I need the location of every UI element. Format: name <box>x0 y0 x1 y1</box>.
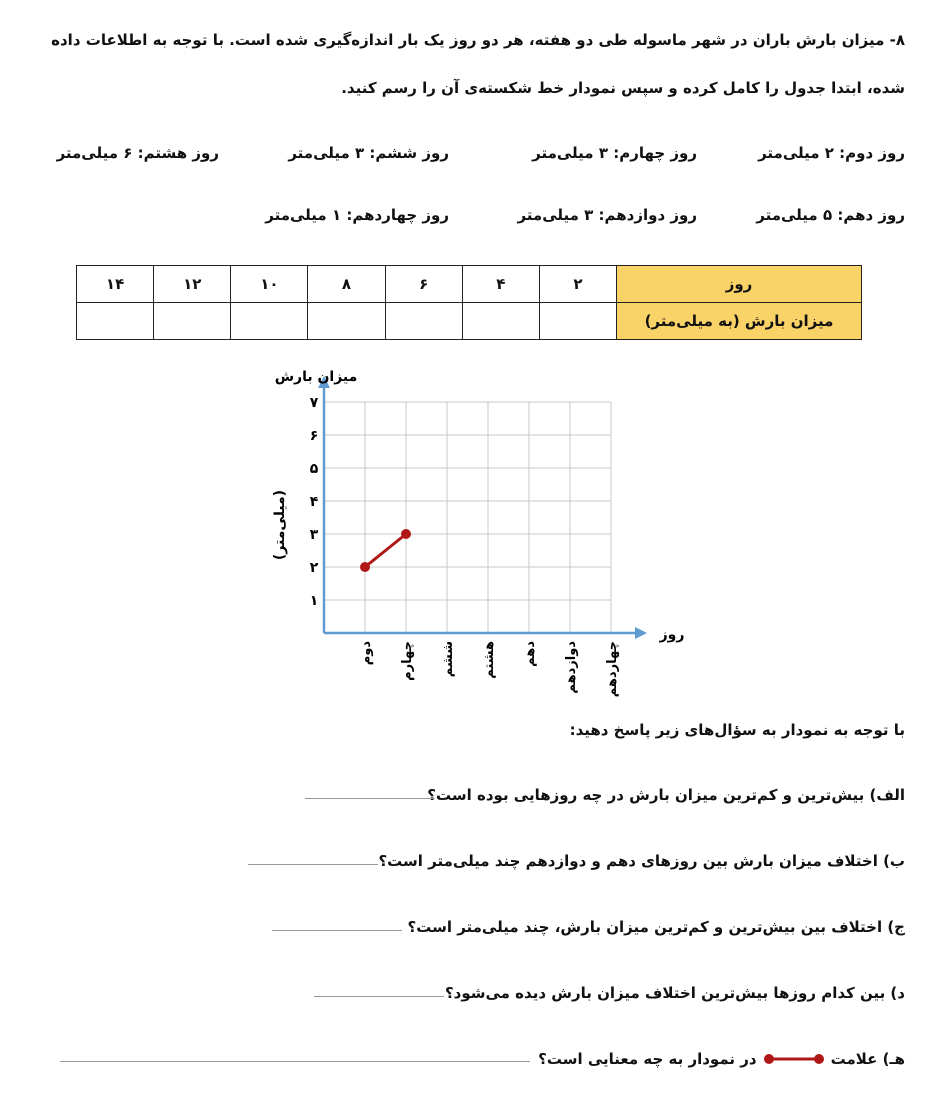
fact-day-12: روز دوازدهم: ۳ میلی‌متر <box>517 206 697 224</box>
table-day-cell: ۸ <box>308 266 385 303</box>
instruction-text: با توجه به نمودار به سؤال‌های زیر پاسخ دهید: <box>569 721 905 739</box>
series-segment <box>365 534 406 567</box>
table-header-day: روز <box>617 266 862 303</box>
x-tick-label: دوم <box>359 641 374 666</box>
table-value-cell[interactable] <box>539 303 616 340</box>
chart-y-ticks <box>310 395 319 609</box>
answer-line-d[interactable] <box>314 996 444 997</box>
x-tick-label: چهارم <box>400 641 415 681</box>
table-day-cell: ۱۲ <box>154 266 231 303</box>
chart-x-ticks <box>359 641 620 698</box>
table-value-cell[interactable] <box>385 303 462 340</box>
table-row-days <box>77 266 862 303</box>
question-d: د) بین کدام روزها بیش‌ترین اختلاف میزان بارش دیده می‌شود؟ <box>444 984 905 1002</box>
x-tick-label: دوازدهم <box>564 641 579 694</box>
x-tick-label: چهاردهم <box>605 641 620 698</box>
y-tick-label: ۴ <box>309 494 319 510</box>
fact-day-14: روز چهاردهم: ۱ میلی‌متر <box>265 206 449 224</box>
table-row-values <box>77 303 862 340</box>
answer-line-e[interactable] <box>60 1061 530 1062</box>
rainfall-line-chart <box>0 355 927 715</box>
table-day-cell: ۱۴ <box>77 266 154 303</box>
x-axis-title: روز <box>659 627 685 643</box>
fact-day-10: روز دهم: ۵ میلی‌متر <box>756 206 905 224</box>
answer-line-b[interactable] <box>248 864 378 865</box>
chart-series <box>360 529 411 572</box>
y-tick-label: ۱ <box>309 593 319 609</box>
fact-day-8: روز هشتم: ۶ میلی‌متر <box>56 144 219 162</box>
table-header-rainfall: میزان بارش (به میلی‌متر) <box>617 303 862 340</box>
rainfall-table <box>76 265 862 340</box>
question-c: ج) اختلاف بین بیش‌ترین و کم‌ترین میزان بارش، چند میلی‌متر است؟ <box>407 918 905 936</box>
fact-day-6: روز ششم: ۳ میلی‌متر <box>288 144 449 162</box>
problem-line-1: ۸- میزان بارش باران در شهر ماسوله طی دو هفته، هر دو روز یک بار اندازه‌گیری شده است. با توجه به اطلاعات داده <box>51 31 905 49</box>
table-day-cell: ۲ <box>539 266 616 303</box>
series-point <box>401 529 411 539</box>
question-a: الف) بیش‌ترین و کم‌ترین میزان بارش در چه روزهایی بوده است؟ <box>427 786 905 804</box>
table-day-cell: ۴ <box>462 266 539 303</box>
table-day-cell: ۱۰ <box>231 266 308 303</box>
y-axis-unit-label: (میلی‌متر) <box>272 489 288 561</box>
x-tick-label: هشتم <box>482 641 497 679</box>
y-tick-label: ۳ <box>309 527 319 543</box>
answer-line-a[interactable] <box>305 798 435 799</box>
chart-grid <box>324 402 611 633</box>
question-e-prefix: هـ) علامت <box>830 1050 905 1068</box>
line-segment-symbol-icon <box>763 1052 825 1066</box>
x-axis-arrow-icon <box>635 627 647 639</box>
y-tick-label: ۷ <box>309 395 319 411</box>
answer-line-c[interactable] <box>272 930 402 931</box>
question-e-suffix: در نمودار به چه معنایی است؟ <box>538 1050 757 1068</box>
series-point <box>360 562 370 572</box>
y-tick-label: ۲ <box>309 560 319 576</box>
fact-day-2: روز دوم: ۲ میلی‌متر <box>758 144 905 162</box>
problem-line-2: شده، ابتدا جدول را کامل کرده و سپس نمودار خط شکسته‌ی آن را رسم کنید. <box>341 79 905 97</box>
x-tick-label: ششم <box>441 641 456 678</box>
table-value-cell[interactable] <box>77 303 154 340</box>
question-e <box>538 1050 905 1068</box>
y-tick-label: ۶ <box>309 428 319 444</box>
y-tick-label: ۵ <box>309 461 319 477</box>
question-b: ب) اختلاف میزان بارش بین روزهای دهم و دوازدهم چند میلی‌متر است؟ <box>378 852 905 870</box>
table-value-cell[interactable] <box>231 303 308 340</box>
y-axis-title: میزان بارش <box>274 369 358 385</box>
table-value-cell[interactable] <box>154 303 231 340</box>
x-tick-label: دهم <box>523 641 538 667</box>
table-value-cell[interactable] <box>308 303 385 340</box>
table-day-cell: ۶ <box>385 266 462 303</box>
table-value-cell[interactable] <box>462 303 539 340</box>
fact-day-4: روز چهارم: ۳ میلی‌متر <box>532 144 697 162</box>
